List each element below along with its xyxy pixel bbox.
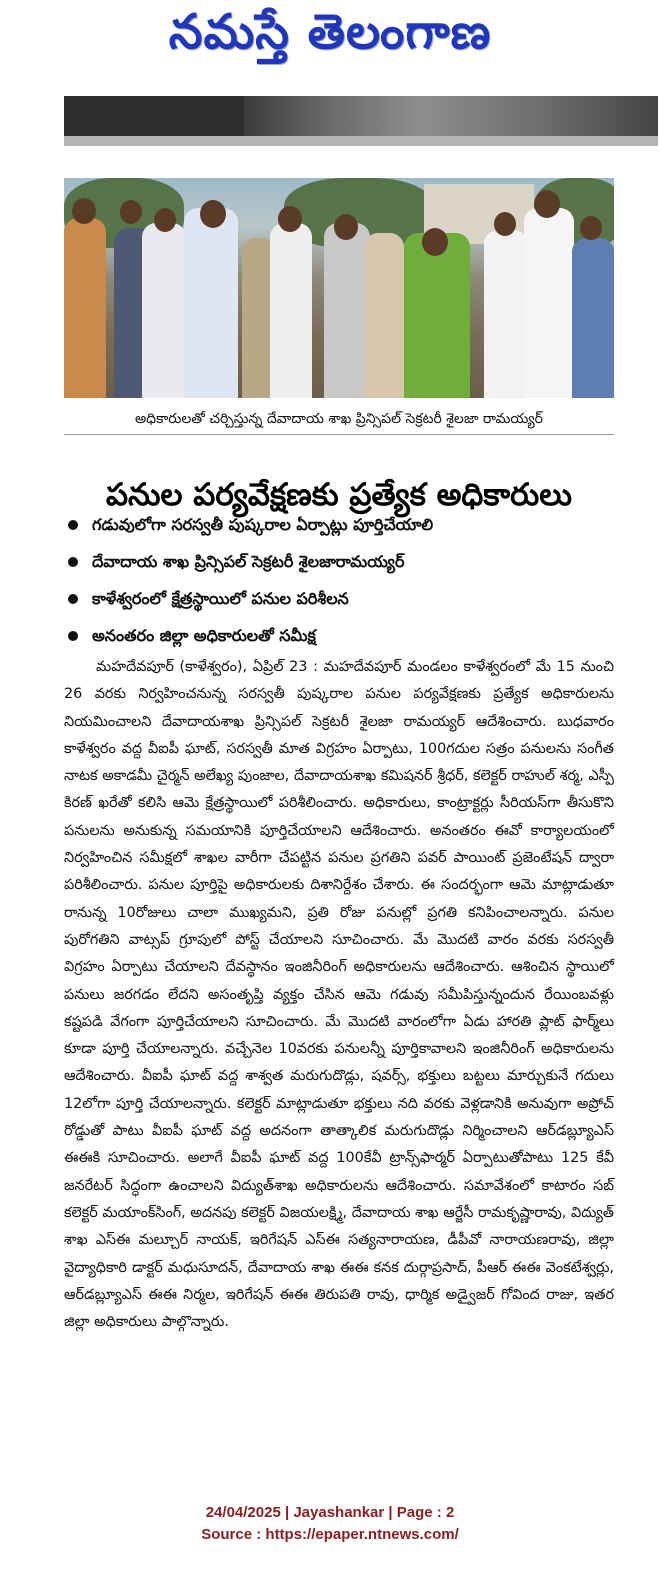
photo-head bbox=[494, 212, 516, 236]
news-photo bbox=[64, 178, 614, 398]
header-band bbox=[64, 96, 658, 146]
photo-head bbox=[154, 208, 176, 232]
photo-head bbox=[72, 198, 96, 224]
article-headline: పనుల పర్యవేక్షణకు ప్రత్యేక అధికారులు bbox=[105, 476, 572, 513]
bullet-item bbox=[66, 543, 614, 580]
photo-head bbox=[534, 190, 560, 218]
photo-person bbox=[484, 230, 528, 398]
bullet-text: దేవాదాయ శాఖ ప్రిన్సిపల్ సెక్రటరీ శైలజారామయ్యర్ bbox=[92, 552, 405, 571]
bullet-icon bbox=[68, 557, 78, 567]
footer-source: Source : https://epaper.ntnews.com/ bbox=[201, 1526, 459, 1543]
bullet-text: అనంతరం జిల్లా అధికారులతో సమీక్ష bbox=[92, 626, 316, 645]
page-footer bbox=[0, 1502, 660, 1546]
bullet-item bbox=[66, 617, 614, 654]
photo-person bbox=[64, 218, 106, 398]
photo-person bbox=[572, 238, 614, 398]
header-band-strip bbox=[64, 136, 658, 146]
photo-person bbox=[142, 223, 186, 398]
masthead bbox=[0, 0, 660, 80]
footer-date-edition: 24/04/2025 | Jayashankar | Page : 2 bbox=[205, 1504, 455, 1521]
newspaper-title: నమస్తే తెలంగాణ bbox=[168, 4, 492, 60]
photo-head bbox=[120, 200, 142, 224]
photo-person-saree bbox=[404, 233, 470, 398]
photo-person bbox=[184, 208, 238, 398]
bullet-icon bbox=[68, 631, 78, 641]
bullet-icon bbox=[68, 520, 78, 530]
article-body bbox=[64, 654, 614, 1474]
photo-head bbox=[334, 214, 358, 240]
bullet-text: కాళేశ్వరంలో క్షేత్రస్థాయిలో పనుల పరిశీలన bbox=[92, 589, 349, 608]
photo-person bbox=[524, 208, 574, 398]
photo-head bbox=[278, 206, 302, 232]
photo-head bbox=[200, 200, 226, 228]
photo-head bbox=[580, 216, 602, 240]
bullet-text: గడువులోగా సరస్వతీ పుష్కరాల ఏర్పాట్లు పూర్తిచేయాలి bbox=[92, 515, 434, 534]
photo-person bbox=[270, 223, 312, 398]
photo-head bbox=[422, 228, 448, 256]
photo-caption: అధికారులతో చర్చిస్తున్న దేవాదాయ శాఖ ప్రిన్సిపల్ సెక్రటరీ శైలజా రామయ్యర్ bbox=[64, 404, 614, 435]
bullet-item bbox=[66, 580, 614, 617]
bullet-icon bbox=[68, 594, 78, 604]
bullet-item bbox=[66, 506, 614, 543]
article-paragraph: మహదేవపూర్ (కాళేశ్వరం), ఏప్రిల్ 23 : మహదేవపూర్ మండలం కాళేశ్వరంలో మే 15 నుంచి 26 వరకు నిర్వహించనున్న సరస్వతీ పుష్కరాల పనుల పర్యవేక్షణకు ప్రత్యేక అధికారులను నియమించాలని దేవాదాయశాఖ ప్రిన్సిపల్ సెక్రటరీ శైలజా రామయ్యర్ ఆదేశించారు. బుధవారం కాళేశ్వరం వద్ద వీఐపీ ఘాట్, సరస్వతీ మాత విగ్రహం ఏర్పాటు, 100గదుల సత్రం పనులను సంగీత నాటక అకాడమీ చైర్మన్ అలేఖ్య పుంజాల, దేవాదాయశాఖ కమిషనర్ శ్రీధర్, కలెక్టర్ రాహుల్ శర్మ, ఎస్పీ కిరణ్ ఖరేతో కలిసి ఆమె క్షేత్రస్థాయిలో పరిశీలించారు. అధికారులు, కాంట్రాక్టర్లు సీరియస్‌గా తీసుకొని పనులను అనుకున్న సమయానికి పూర్తిచేయాలని ఆదేశించారు. అనంతరం ఈవో కార్యాలయంలో నిర్వహించిన సమీక్షలో శాఖల వారీగా చేపట్టిన పనుల ప్రగతిని పవర్ పాయింట్ ప్రజెంటేషన్ ద్వారా పరిశీలించారు. పనుల పూర్తిపై అధికారులకు దిశానిర్దేశం చేశారు. ఈ సందర్భంగా ఆమె మాట్లాడుతూ రానున్న 10రోజులు చాలా ముఖ్యమని, ప్రతి రోజు పనుల్లో ప్రగతి కనిపించాలన్నారు. పనుల పురోగతిని వాట్సప్ గ్రూపులో పోస్ట్ చేయాలని సూచించారు. మే మొదటి వారం వరకు సరస్వతీ విగ్రహం ఏర్పాటు చేయాలని దేవస్థానం ఇంజినీరింగ్ అధికారులను ఆదేశించారు. ఆశించిన స్థాయిలో పనులు జరగడం లేదని అసంతృప్తి వ్యక్తం చేసిన ఆమె గడువు సమీపిస్తున్నందున రేయింబవళ్లు కష్టపడి వేగంగా పూర్తిచేయాలని సూచించారు. మే మొదటి వారంలోగా ఏడు హారతి ప్లాట్ ఫార్మ్‌లు కూడా పూర్తి చేయాలన్నారు. వచ్చేనెల 10వరకు పనులన్నీ పూర్తికావాలని ఇంజినీరింగ్ అధికారులను ఆదేశించారు. వీఐపీ ఘాట్ వద్ద శాశ్వత మరుగుదొడ్లు, షవర్స్, భక్తులు బట్టలు మార్చుకునే గదులు 12లోగా పూర్తి చేయాలన్నారు. కలెక్టర్ మాట్లాడుతూ భక్తులు నది వరకు వెళ్లడానికి అనువుగా అప్రోచ్ రోడ్డుతో పాటు వీఐపీ ఘాట్ వద్ద అదనంగా తాత్కాలిక మరుగుదొడ్లు నిర్మించాలని ఆర్‌డబ్ల్యూఎస్ ఈఈకి సూచించారు. అలాగే వీఐపీ ఘాట్ వద్ద 100కేవీ ట్రాన్స్‌ఫార్మర్ ఏర్పాటుతోపాటు 125 కేవీ జనరేటర్ సిద్ధంగా ఉంచాలని విద్యుత్‌శాఖ అధికారులను ఆదేశించారు. సమావేశంలో కాటారం సబ్ కలెక్టర్ మయాంక్‌సింగ్, అదనపు కలెక్టర్ విజయలక్ష్మి, దేవాదాయ శాఖ ఆర్జేసీ రామకృష్ణారావు, విద్యుత్ శాఖ ఎస్ఈ మల్చూర్ నాయక్, ఇరిగేషన్ ఎస్ఈ సత్యనారాయణ, డీపీవో నారాయణరావు, జిల్లా వైద్యాధికారి డాక్టర్ మధుసూదన్, దేవాదాయ శాఖ ఈఈ కనక దుర్గాప్రసాద్, పీఆర్ ఈఈ వెంకటేశ్వర్లు, ఆర్‌డబ్ల్యూఎస్ ఈఈ నిర్మల, ఇరిగేషన్ ఈఈ తిరుపతి రావు, ధార్మిక అడ్వైజర్ గోవింద రాజు, ఇతర జిల్లా అధికారులు పాల్గొన్నారు. bbox=[64, 659, 614, 1331]
photo-person bbox=[364, 233, 404, 398]
summary-bullets bbox=[66, 506, 614, 654]
